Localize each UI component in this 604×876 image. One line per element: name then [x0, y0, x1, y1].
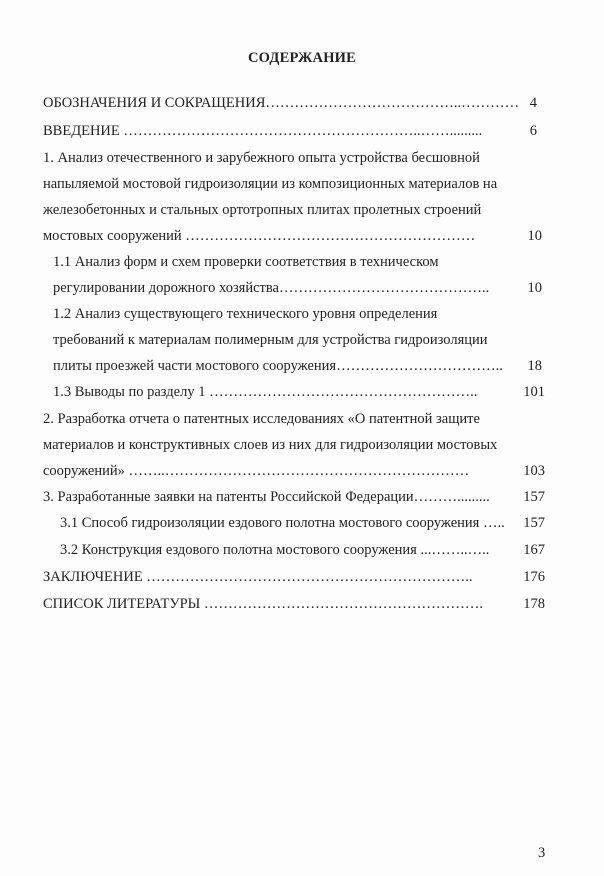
- toc-title: СОДЕРЖАНИЕ: [247, 50, 357, 66]
- toc-entry-section-2-line-1: 2. Разработка отчета о патентных исследованиях «О патентной защите: [43, 411, 480, 427]
- toc-entry-section-1-1-line-1: 1.1 Анализ форм и схем проверки соответствия в техническом: [53, 254, 439, 270]
- toc-entry-section-1-3: 1.3 Выводы по разделу 1 ………………………………………………..: [53, 384, 478, 400]
- toc-entry-section-2-line-3: сооружений» ……..………………………………………………………: [43, 463, 470, 479]
- toc-page-conclusion: 176: [523, 569, 545, 585]
- toc-entry-section-3-1: 3.1 Способ гидроизоляции ездового полотна мостового сооружения …..: [60, 515, 505, 531]
- toc-entry-section-3: 3. Разработанные заявки на патенты Российской Федерации……….........: [43, 489, 490, 505]
- toc-entry-section-1-2-line-1: 1.2 Анализ существующего технического уровня определения: [53, 306, 438, 322]
- toc-entry-section-1-line-1: 1. Анализ отечественного и зарубежного опыта устройства бесшовной: [43, 150, 480, 166]
- toc-page-section-3-2: 167: [523, 542, 545, 558]
- toc-entry-section-1-2-line-3: плиты проезжей части мостового сооружения……………………………..: [53, 358, 503, 374]
- toc-page-section-2: 103: [523, 463, 545, 479]
- toc-entry-section-1-line-3: железобетонных и стальных ортотропных плитах пролетных строений: [43, 202, 482, 218]
- toc-entry-introduction: ВВЕДЕНИЕ ……………………………………………………..…….........: [43, 123, 483, 139]
- toc-entry-conclusion: ЗАКЛЮЧЕНИЕ …………………………………………………………..: [43, 569, 473, 585]
- toc-page-section-3: 157: [523, 489, 545, 505]
- toc-page-introduction: 6: [529, 123, 537, 139]
- toc-entry-abbreviations: ОБОЗНАЧЕНИЯ И СОКРАЩЕНИЯ…………………………………..…………: [43, 95, 520, 111]
- toc-page-section-1-1: 10: [527, 280, 542, 296]
- toc-page-section-1-3: 101: [523, 384, 545, 400]
- toc-page-section-1: 10: [527, 228, 542, 244]
- toc-entry-section-1-line-4: мостовых сооружений ……………………………………………………: [43, 228, 476, 244]
- toc-entry-section-1-line-2: напыляемой мостовой гидроизоляции из композиционных материалов на: [43, 176, 498, 192]
- toc-entry-section-1-1-line-2: регулировании дорожного хозяйства……………………………………..: [53, 280, 490, 296]
- toc-entry-references: СПИСОК ЛИТЕРАТУРЫ ………………………………………………….: [43, 596, 484, 612]
- toc-entry-section-1-2-line-2: требований к материалам полимерным для устройства гидроизоляции: [53, 332, 488, 348]
- toc-page-abbreviations: 4: [529, 95, 537, 111]
- toc-page-section-1-2: 18: [527, 358, 542, 374]
- toc-page-references: 178: [523, 596, 545, 612]
- toc-entry-section-3-2: 3.2 Конструкция ездового полотна мостового сооружения ...……..…..: [60, 542, 490, 558]
- toc-entry-section-2-line-2: материалов и конструктивных слоев из них для гидроизоляции мостовых: [43, 437, 498, 453]
- toc-page-section-3-1: 157: [523, 515, 545, 531]
- page-number: 3: [538, 845, 546, 861]
